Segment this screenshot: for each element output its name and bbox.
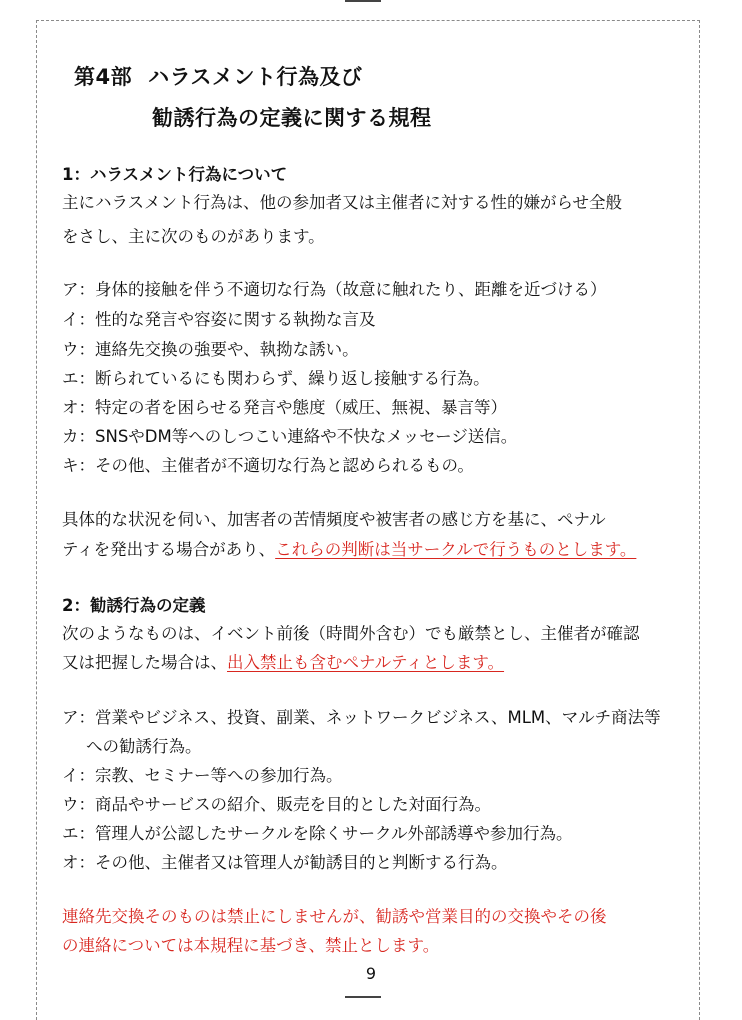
section2-item-i: イ：宗教、セミナー等への参加行為。	[62, 766, 343, 785]
section2-item-o: オ：その他、主催者又は管理人が勧誘目的と判断する行為。	[62, 853, 508, 872]
section1-item-e: エ：断られているにも関わらず、繰り返し接触する行為。	[62, 369, 490, 388]
section1-heading: 1：ハラスメント行為について	[62, 165, 288, 184]
section1-item-o: オ：特定の者を困らせる発言や態度（威圧、無視、暴言等）	[62, 398, 508, 417]
section1-item-i: イ：性的な発言や容姿に関する執拗な言及	[62, 310, 376, 329]
section2-item-a-1: ア：営業やビジネス、投資、副業、ネットワークビジネス、MLM、マルチ商法等	[62, 708, 661, 727]
section1-intro-2: をさし、主に次のものがあります。	[62, 227, 325, 246]
closing-notice-1: 連絡先交換そのものは禁止にしませんが、勧誘や営業目的の交換やその後	[62, 907, 607, 926]
page-title-line-1	[74, 61, 363, 91]
section1-note-2-text: ティを発出する場合があり、	[62, 540, 276, 559]
section2-intro-2	[62, 651, 504, 675]
section2-item-u: ウ：商品やサービスの紹介、販売を目的とした対面行為。	[62, 795, 491, 814]
bottom-page-rule	[345, 996, 381, 998]
section2-penalty-notice: 出入禁止も含むペナルティとします。	[227, 653, 505, 672]
section1-judgment-notice: これらの判断は当サークルで行うものとします。	[275, 540, 637, 559]
section1-item-u: ウ：連絡先交換の強要や、執拗な誘い。	[62, 340, 359, 359]
section1-item-ki: キ：その他、主催者が不適切な行為と認められるもの。	[62, 456, 474, 475]
closing-notice-2: の連絡については本規程に基づき、禁止とします。	[62, 936, 440, 955]
section1-item-ka: カ：SNSやDM等へのしつこい連絡や不快なメッセージ送信。	[62, 427, 518, 446]
part-label: 第4部	[74, 65, 133, 89]
page-title-line-2: 勧誘行為の定義に関する規程	[152, 106, 432, 130]
section1-note-2	[62, 538, 636, 562]
section2-intro-2-text: 又は把握した場合は、	[62, 653, 227, 672]
section2-intro-1: 次のようなものは、イベント前後（時間外含む）でも厳禁とし、主催者が確認	[62, 624, 640, 643]
top-page-rule	[345, 0, 381, 2]
section1-intro-1: 主にハラスメント行為は、他の参加者又は主催者に対する性的嫌がらせ全般	[62, 193, 623, 212]
section2-item-a-2: への勧誘行為。	[86, 737, 202, 756]
section2-item-e: エ：管理人が公認したサークルを除くサークル外部誘導や参加行為。	[62, 824, 573, 843]
section1-item-a: ア：身体的接触を伴う不適切な行為（故意に触れたり、距離を近づける）	[62, 280, 607, 299]
page-number: 9	[365, 964, 377, 983]
section2-heading: 2：勧誘行為の定義	[62, 596, 206, 615]
title-text-1: ハラスメント行為及び	[148, 65, 363, 89]
section1-note-1: 具体的な状況を伺い、加害者の苦情頻度や被害者の感じ方を基に、ペナル	[62, 510, 606, 529]
